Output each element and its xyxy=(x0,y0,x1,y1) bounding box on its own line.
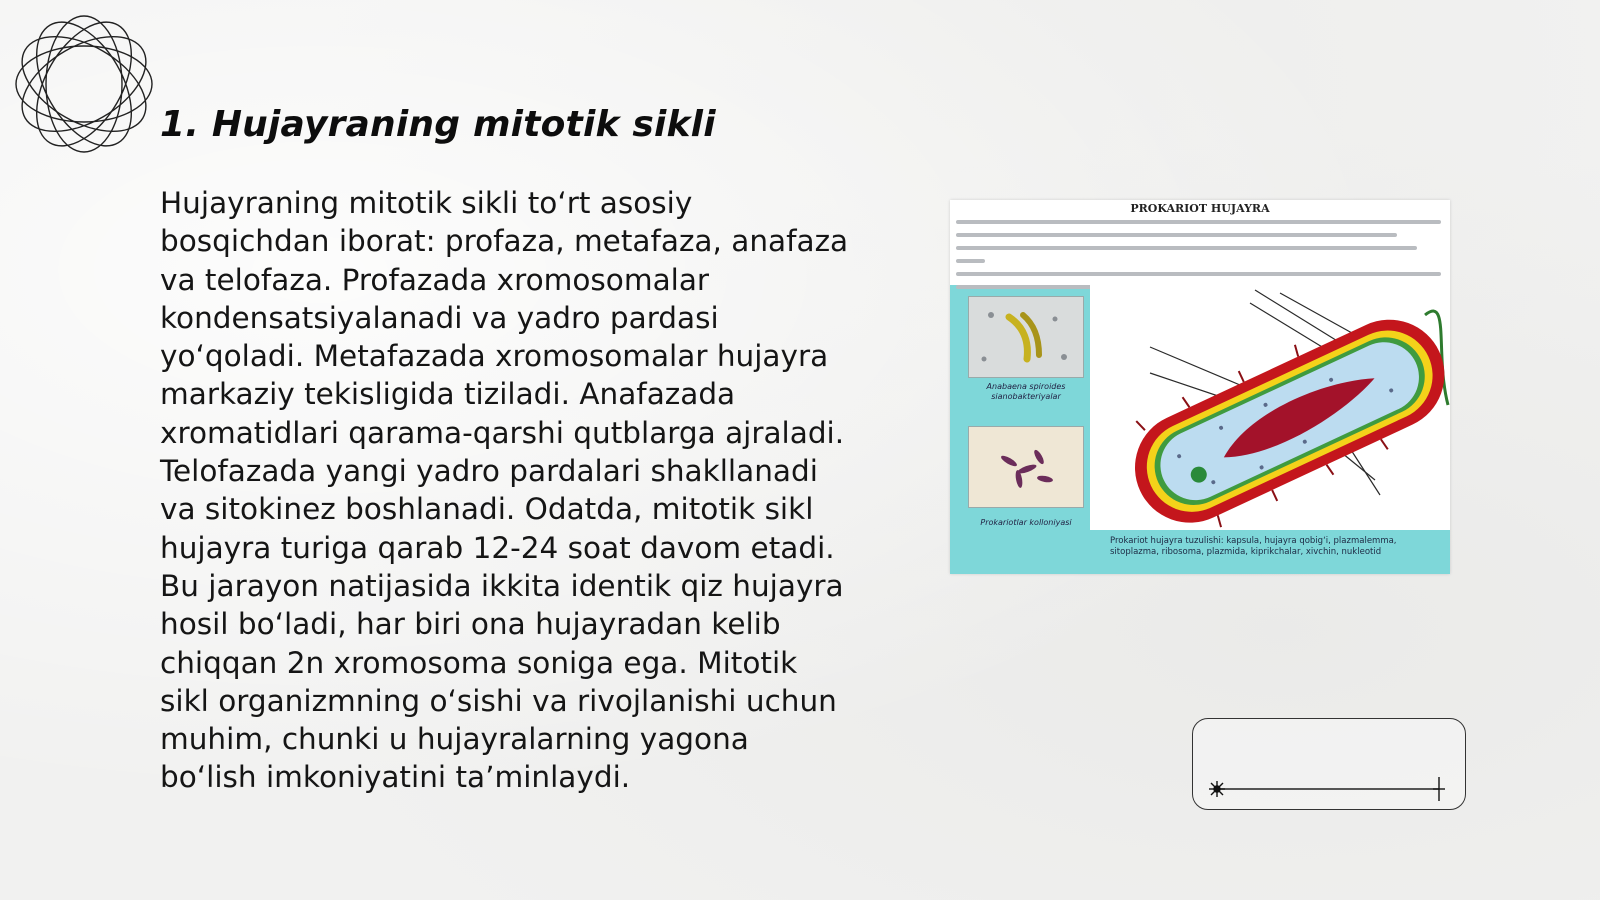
micrograph-colony xyxy=(968,426,1084,508)
slide-body-text: Hujayraning mitotik sikli to‘rt asosiy bosqichdan iborat: profaza, metafaza, anafaza va telofaza. Profazada xromosomalar kondensatsiyalanadi va yadro pardasi yo‘qoladi. Metafazada xromosomalar hujayra markaziy tekisligida tiziladi. Anafazada xromatidlari qarama-qarshi qutblarga ajraladi. Telofazada yangi yadro pardalari shakllanadi va sitokinez boshlanadi. Odatda, mitotik sikl hujayra turiga qarab 12-24 soat davom etadi. Bu jarayon natijasida ikkita identik qiz hujayra hosil bo‘ladi, har biri ona hujayradan kelib chiqqan 2n xromosoma soniga ega. Mitotik sikl organizmning o‘sishi va rivojlanishi uchun muhim, chunki u hujayralarning yagona bo‘lish imkoniyatini ta’minlaydi. xyxy=(160,186,849,795)
figure-caption xyxy=(1110,536,1440,558)
figure-caption-line-1: Prokariot hujayra tuzulishi: kapsula, hujayra qobig‘i, plazmalemma, xyxy=(1110,536,1397,546)
figure-heading: PROKARIOT HUJAYRA xyxy=(1130,202,1270,215)
micrograph-caption-1: Anabaena spiroides sianobakteriyalar xyxy=(986,382,1066,401)
figure-header-panel xyxy=(950,200,1450,285)
figure-caption-line-2: sitoplazma, ribosoma, plazmida, kiprikchalar, xivchin, nukleotid xyxy=(1110,547,1382,557)
rosette-ornament-icon xyxy=(10,10,158,158)
prokaryote-cell-figure xyxy=(950,200,1450,574)
decorative-slider-frame xyxy=(1192,718,1466,810)
micrograph-cyanobacteria xyxy=(968,296,1084,378)
slide-title: 1. Hujayraning mitotik sikli xyxy=(160,104,716,145)
cross-star-icon xyxy=(1433,777,1445,801)
sparkle-icon xyxy=(1209,781,1225,797)
cell-diagram-panel xyxy=(1090,285,1450,530)
micrograph-caption-2: Prokariotlar kolloniyasi xyxy=(980,518,1072,527)
